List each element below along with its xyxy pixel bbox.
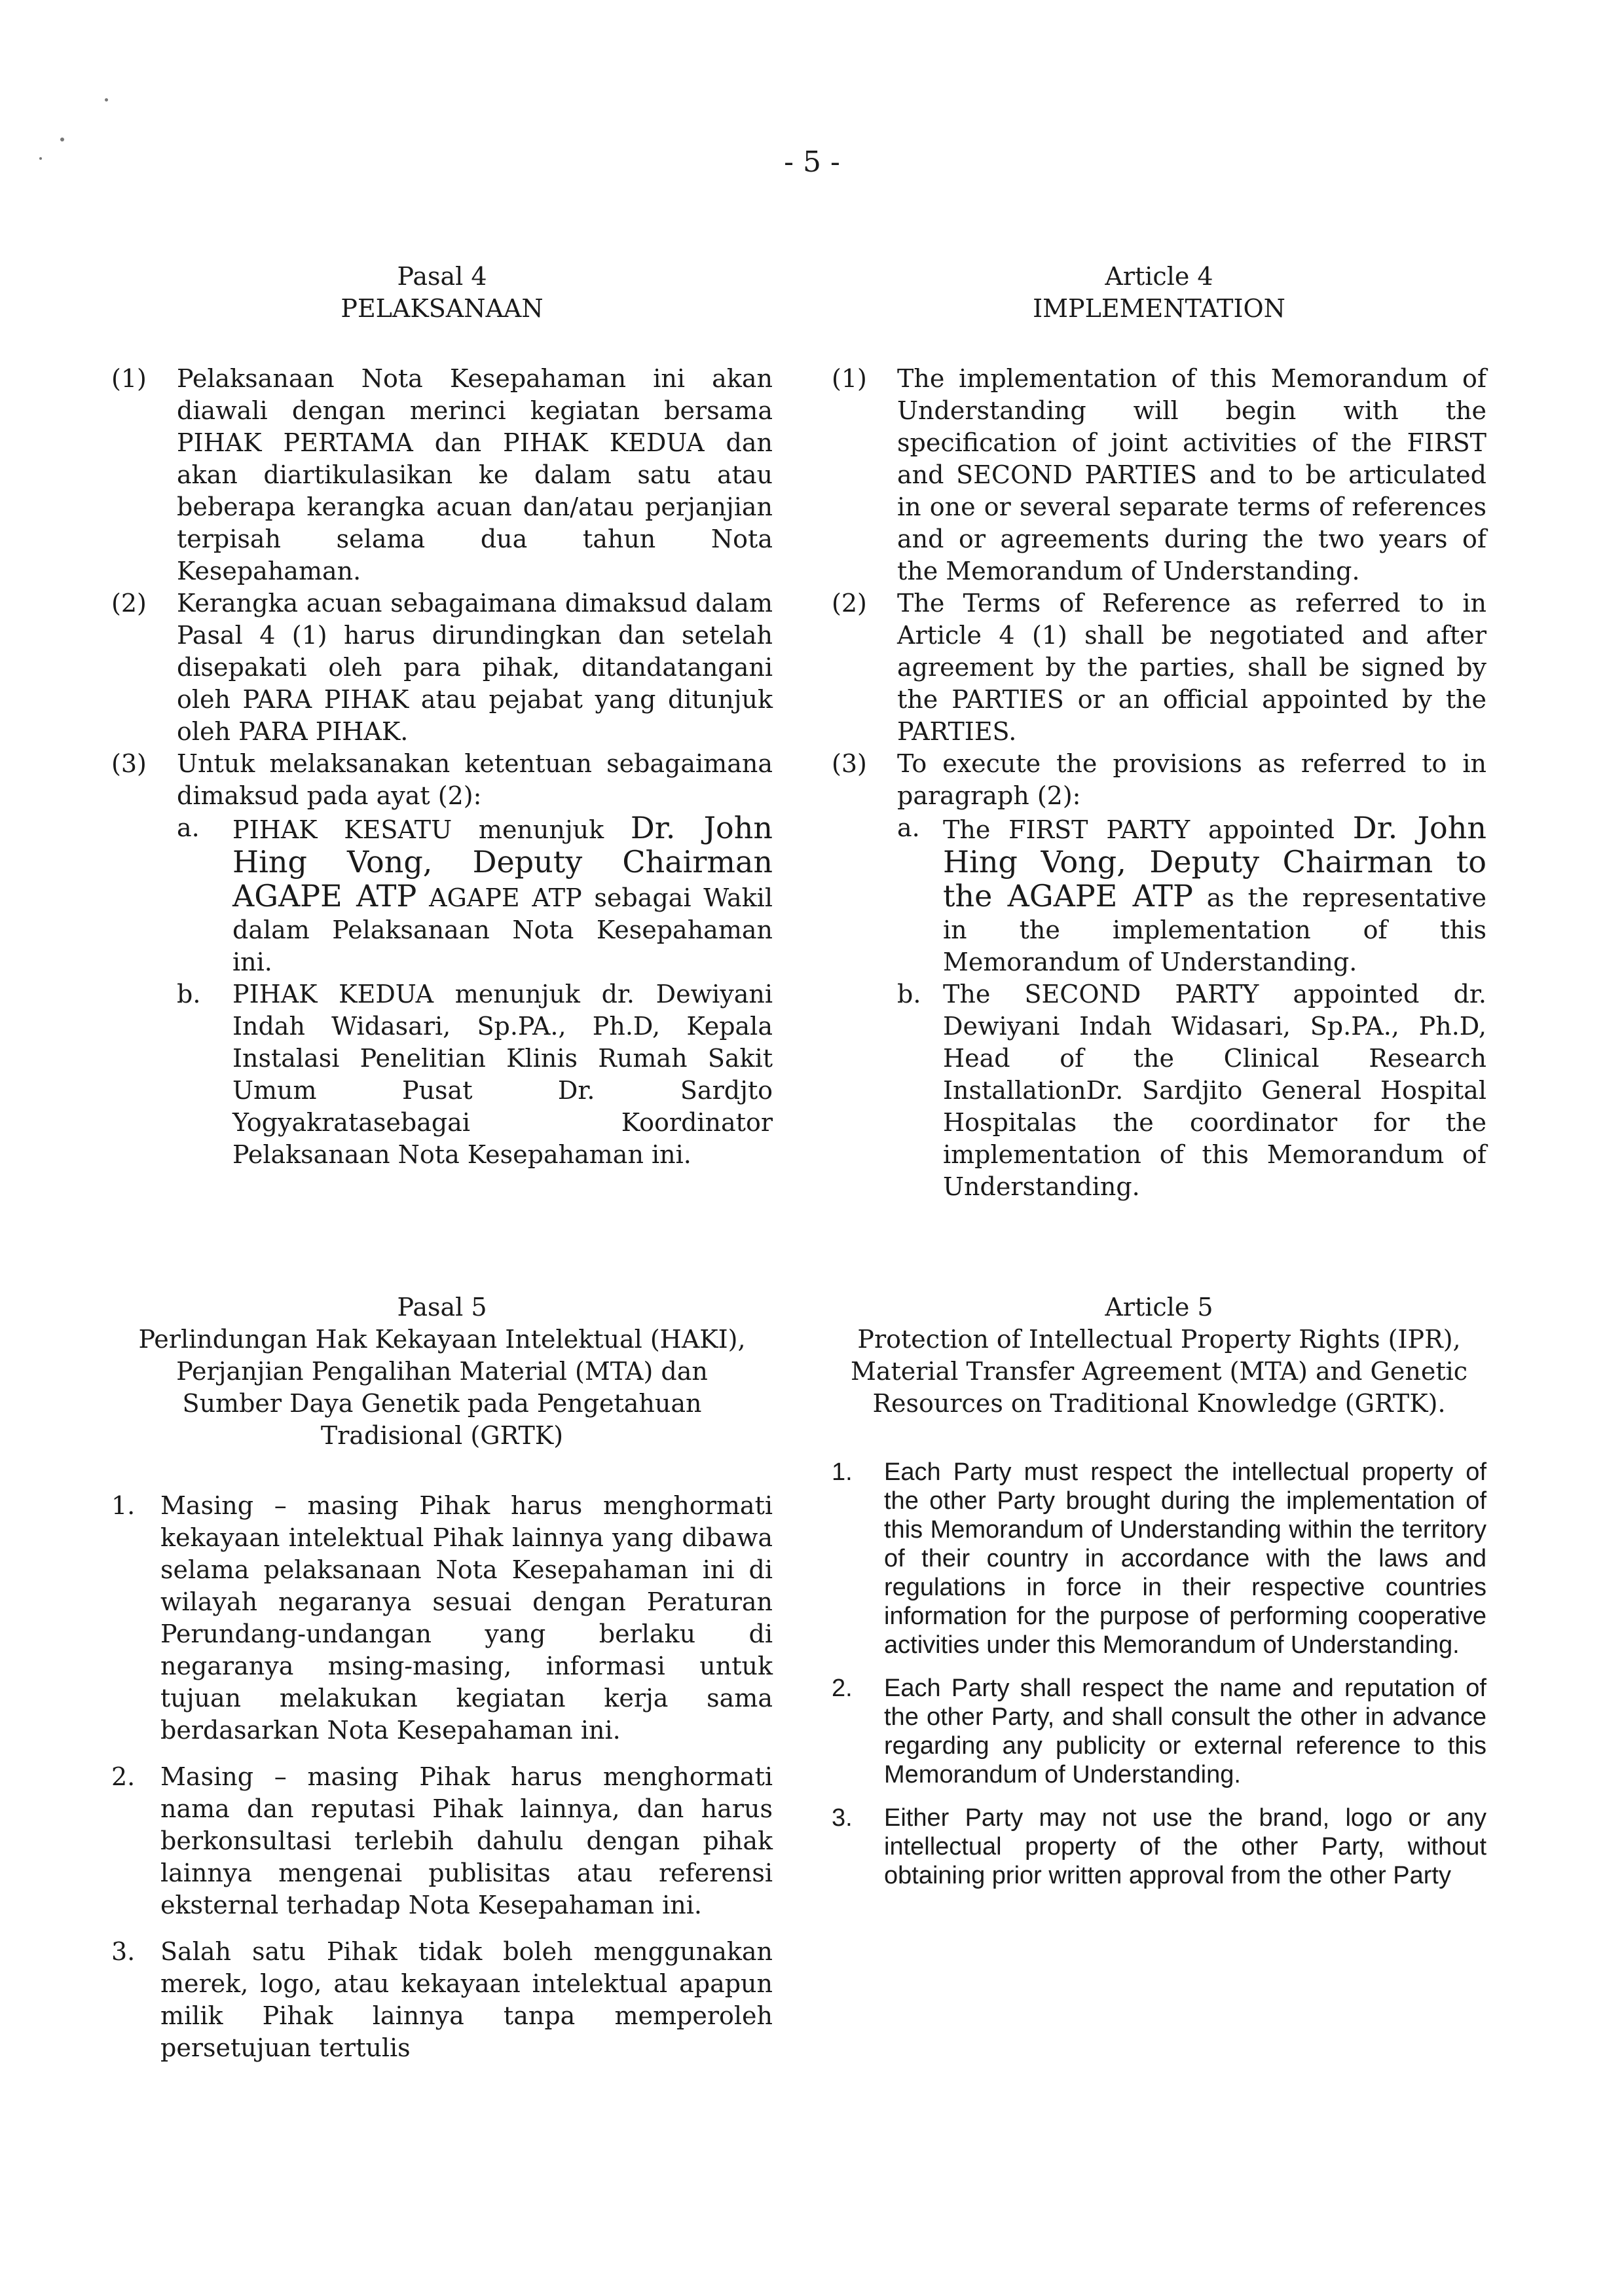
pasal4-item-2: (2) Kerangka acuan sebagaimana dimaksud dalam Pasal 4 (1) harus dirundingkan dan setelah disepakati oleh para pihak, ditandatangani oleh PARA PIHAK atau pejabat yang ditunjuk oleh PARA PIHAK. xyxy=(111,589,773,746)
pasal4-title: Pasal 4 xyxy=(397,262,487,291)
scan-speck xyxy=(105,98,108,102)
article5-item-1: 1. Each Party must respect the intellectual property of the other Party brought during the implementation of this Memorandum of Understanding within the territory of their country in accordance with the laws and regulations in force in their respective countries information for the purpose of performing cooperative activities under this Memorandum of Understanding. xyxy=(832,1458,1486,1659)
article4-item-3a: a. The FIRST PARTY appointed Dr. John Hing Vong, Deputy Chairman to the AGAPE ATP as the representative in the implementation of this Memorandum of Understanding. xyxy=(897,810,1486,976)
pasal4-item-3b: b. PIHAK KEDUA menunjuk dr. Dewiyani Indah Widasari, Sp.PA., Ph.D, Kepala Instalasi Penelitian Klinis Rumah Sakit Umum Pusat Dr. Sardjto Yogyakratasebagai Koordinator Pelaksanaan Nota Kesepahaman ini. xyxy=(177,980,773,1169)
article5-subtitle: Protection of Intellectual Property Rights (IPR), Material Transfer Agreement (MTA) and Genetic Resources on Traditional Knowledge (GRTK). xyxy=(850,1325,1468,1418)
article4-title: Article 4 xyxy=(1105,262,1213,291)
pasal4-item-1: (1) Pelaksanaan Nota Kesepahaman ini akan diawali dengan merinci kegiatan bersama PIHAK PERTAMA dan PIHAK KEDUA dan akan diartikulasikan ke dalam satu atau beberapa kerangka acuan dan/atau perjanjian terpisah selama dua tahun Nota Kesepahaman. xyxy=(111,364,773,585)
pasal5-item-1: 1. Masing – masing Pihak harus menghormati kekayaan intelektual Pihak lainnya yang dibawa selama pelaksanaan Nota Kesepahaman ini di wilayah negaranya sesuai dengan Peraturan Perundang-undangan yang berlaku di negaranya msing-masing, informasi untuk tujuan melakukan kegiatan kerja sama berdasarkan Nota Kesepahaman ini. xyxy=(111,1491,773,1745)
pasal4-item-3: (3) Untuk melaksanakan ketentuan sebagaimana dimaksud pada ayat (2): xyxy=(111,749,773,810)
article4-item-3: (3) To execute the provisions as referred to in paragraph (2): xyxy=(832,749,1486,810)
pasal5-title: Pasal 5 xyxy=(397,1293,487,1322)
article5-english xyxy=(832,1291,1486,1890)
pasal5-subtitle: Perlindungan Hak Kekayaan Intelektual (HAKI), Perjanjian Pengalihan Material (MTA) dan Sumber Daya Genetik pada Pengetahuan Tradisional (GRTK) xyxy=(138,1325,746,1450)
article4-item-1: (1) The implementation of this Memorandum of Understanding will begin with the specification of joint activities of the FIRST and SECOND PARTIES and to be articulated in one or several separate terms of references and or agreements during the two years of the Memorandum of Understanding. xyxy=(832,364,1486,585)
pasal5-item-3: 3. Salah satu Pihak tidak boleh menggunakan merek, logo, atau kekayaan intelektual apapun milik Pihak lainnya tanpa memperoleh persetujuan tertulis xyxy=(111,1937,773,2062)
pasal4-subtitle: PELAKSANAAN xyxy=(341,294,544,323)
article4-item-3b: b. The SECOND PARTY appointed dr. Dewiyani Indah Widasari, Sp.PA., Ph.D, Head of the Clinical Research InstallationDr. Sardjito General Hospital Hospitalas the coordinator for the implementation of this Memorandum of Understanding. xyxy=(897,980,1486,1201)
article4-item-2: (2) The Terms of Reference as referred to in Article 4 (1) shall be negotiated and after agreement by the parties, shall be signed by the PARTIES or an official appointed by the PARTIES. xyxy=(832,589,1486,746)
article4-english xyxy=(832,261,1486,1203)
article5-title: Article 5 xyxy=(1105,1293,1213,1322)
article5-item-3: 3. Either Party may not use the brand, logo or any intellectual property of the other Party, without obtaining prior written approval from the other Party xyxy=(832,1804,1486,1889)
article5-item-2: 2. Each Party shall respect the name and reputation of the other Party, and shall consult the other in advance regarding any publicity or external reference to this Memorandum of Understanding. xyxy=(832,1675,1486,1788)
page-number: - 5 - xyxy=(784,145,840,179)
article4-indonesian xyxy=(111,261,773,1171)
article5-indonesian xyxy=(111,1291,773,2064)
pasal5-item-2: 2. Masing – masing Pihak harus menghormati nama dan reputasi Pihak lainnya, dan harus berkonsultasi terlebih dahulu dengan pihak lainnya mengenai publisitas atau referensi eksternal terhadap Nota Kesepahaman ini. xyxy=(111,1762,773,1919)
article4-subtitle: IMPLEMENTATION xyxy=(1033,294,1285,323)
pasal4-item-3a: a. PIHAK KESATU menunjuk Dr. John Hing Vong, Deputy Chairman AGAPE ATP AGAPE ATP sebagai Wakil dalam Pelaksanaan Nota Kesepahaman ini. xyxy=(177,810,773,976)
representative-name: Dr. John Hing Vong, Deputy Chairman to the AGAPE ATP xyxy=(943,810,1486,914)
scan-speck xyxy=(60,138,64,141)
representative-name: Dr. John Hing Vong, Deputy Chairman AGAPE ATP xyxy=(232,810,773,914)
